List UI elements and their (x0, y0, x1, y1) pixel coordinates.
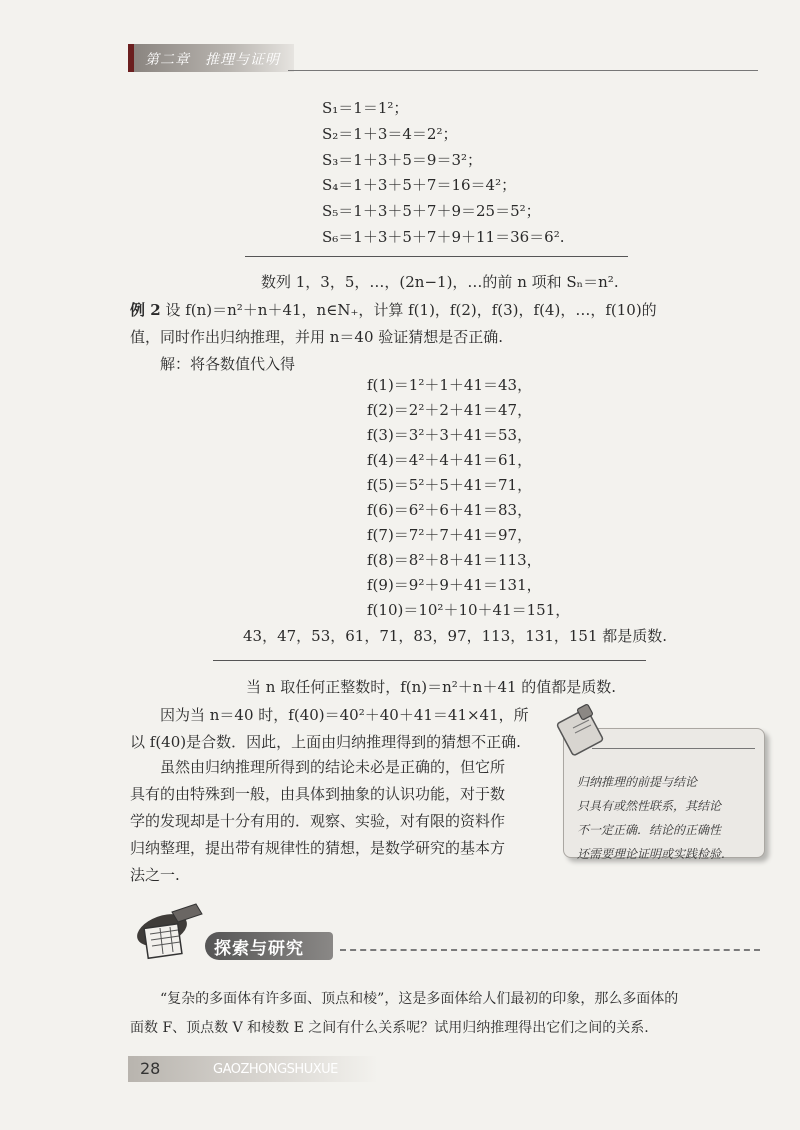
f-value-line: f(2)＝2²＋2＋41＝47， (367, 401, 533, 419)
f-value-line: f(4)＝4²＋4＋41＝61， (367, 451, 533, 469)
f-value-line: f(6)＝6²＋6＋41＝83， (367, 501, 533, 519)
header-rule (288, 70, 758, 71)
side-note-rule (592, 748, 755, 749)
sum-line: S₁＝1＝1²； (322, 99, 409, 117)
sum-line: S₅＝1＋3＋5＋7＋9＝25＝5²； (322, 202, 541, 220)
chapter-title: 第二章 推理与证明 (145, 52, 280, 68)
f-value-line: f(8)＝8²＋8＋41＝113， (367, 551, 542, 569)
induction-rule (245, 256, 628, 257)
sum-line: S₆＝1＋3＋5＋7＋9＋11＝36＝6². (322, 228, 565, 246)
explore-text: “复杂的多面体有许多面、顶点和棱”，这是多面体给人们最初的印象，那么多面体的 (160, 991, 679, 1007)
f-value-line: f(9)＝9²＋9＋41＝131， (367, 576, 542, 594)
side-note-text (577, 770, 757, 866)
example-label: 例 2 (130, 301, 161, 319)
discussion-line: 学的发现却是十分有用的．观察、实验，对有限的资料作 (130, 812, 506, 830)
induction-rule (213, 660, 646, 661)
side-note-line: 还需要理论证明或实践检验. (577, 847, 725, 861)
sum-line: S₂＝1＋3＝4＝2²； (322, 125, 458, 143)
f-value-line: f(3)＝3²＋3＋41＝53， (367, 426, 533, 444)
side-note-line: 归纳推理的前提与结论 (577, 775, 698, 789)
side-note-line: 不一定正确．结论的正确性 (577, 823, 722, 837)
page-number: 28 (140, 1059, 161, 1078)
primes-line: 43，47，53，61，71，83，97，113，131，151 都是质数. (243, 627, 668, 645)
sum-conclusion: 数列 1，3，5，…，(2n−1)，…的前 n 项和 Sₙ＝n². (261, 273, 619, 291)
footer-running-word: GAOZHONGSHUXUE (213, 1062, 338, 1077)
explore-text: 面数 F、顶点数 V 和棱数 E 之间有什么关系呢？试用归纳推理得出它们之间的关系. (130, 1020, 649, 1036)
side-note-line: 只具有或然性联系，其结论 (577, 799, 722, 813)
sum-line: S₃＝1＋3＋5＝9＝3²； (322, 151, 483, 169)
f-value-line: f(5)＝5²＋5＋41＝71， (367, 476, 533, 494)
discussion-line: 具有的由特殊到一般，由具体到抽象的认识功能，对于数 (130, 785, 506, 803)
solution-intro: 解：将各数值代入得 (160, 355, 296, 373)
discussion-line: 虽然由归纳推理所得到的结论未必是正确的，但它所 (160, 758, 506, 776)
note-clip-icon (555, 700, 615, 760)
sum-line: S₄＝1＋3＋5＋7＝16＝4²； (322, 176, 517, 194)
conjecture-line: 当 n 取任何正整数时，f(n)＝n²＋n＋41 的值都是质数. (246, 678, 617, 696)
check-line: 因为当 n＝40 时，f(40)＝40²＋40＋41＝41×41，所 (160, 706, 529, 724)
example-text: 值，同时作出归纳推理，并用 n＝40 验证猜想是否正确. (130, 328, 504, 346)
f-value-line: f(7)＝7²＋7＋41＝97， (367, 526, 533, 544)
explore-title: 探索与研究 (214, 939, 304, 959)
check-line: 以 f(40)是合数．因此，上面由归纳推理得到的猜想不正确. (130, 733, 521, 751)
example-text: 设 f(n)＝n²＋n＋41，n∈N₊，计算 f(1)，f(2)，f(3)，f(4)，…，f(10)的 (165, 301, 657, 319)
f-value-line: f(10)＝10²＋10＋41＝151， (367, 601, 571, 619)
explore-dash-rule (340, 949, 760, 951)
f-value-line: f(1)＝1²＋1＋41＝43， (367, 376, 533, 394)
discussion-line: 法之一. (130, 866, 180, 884)
discussion-line: 归纳整理，提出带有规律性的猜想，是数学研究的基本方 (130, 839, 506, 857)
explore-book-icon (132, 900, 212, 970)
